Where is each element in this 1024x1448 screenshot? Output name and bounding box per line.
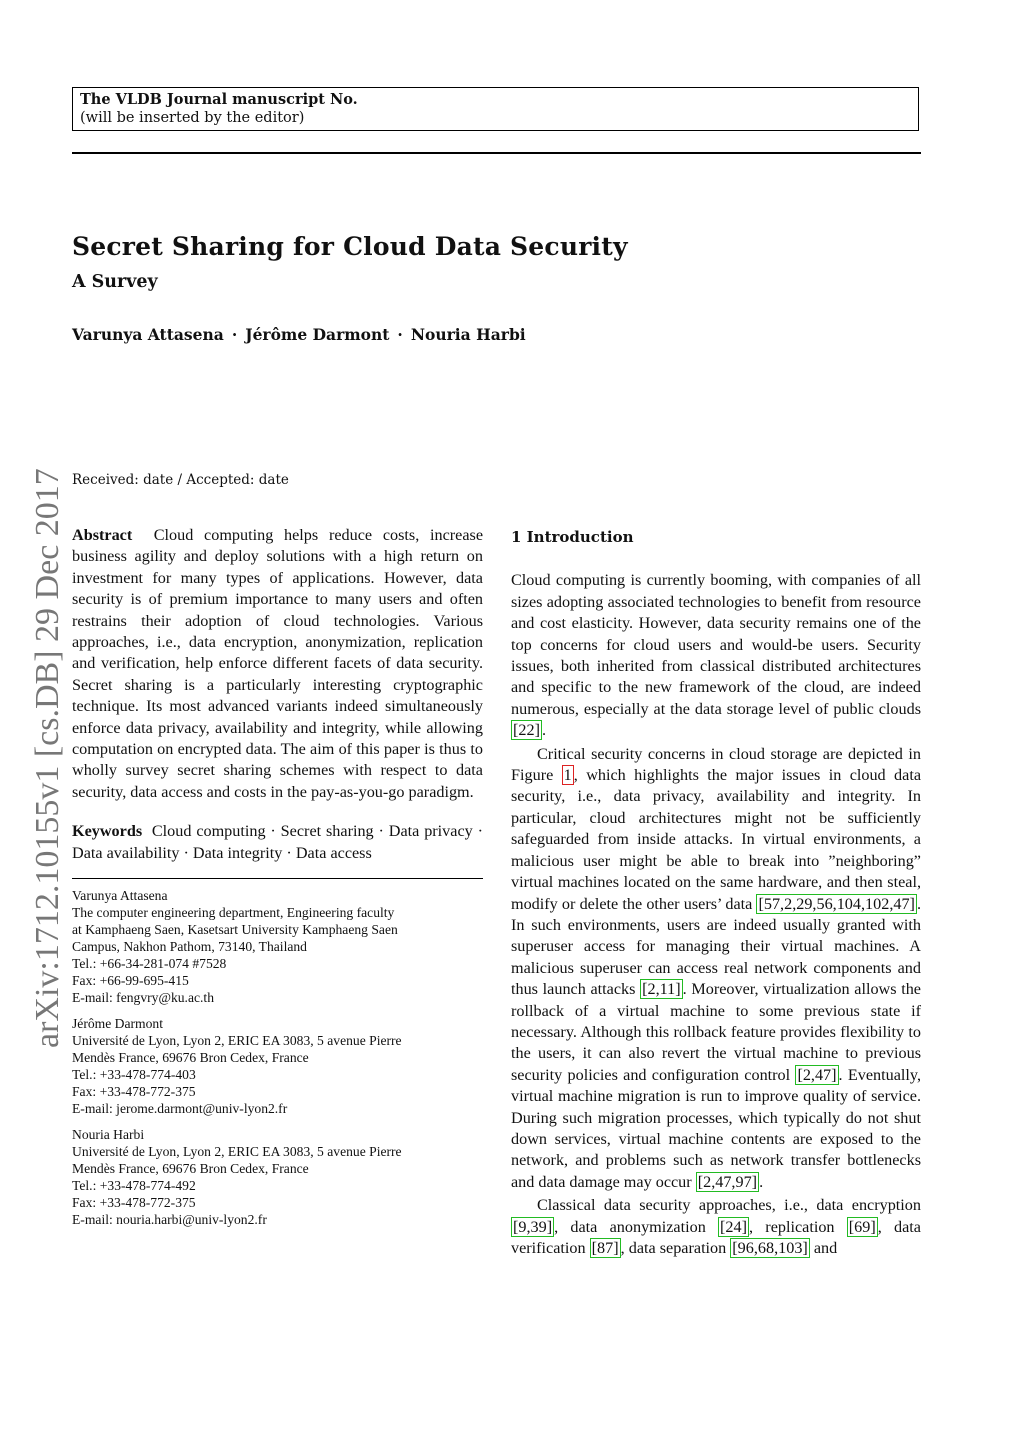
affiliation-line: Tel.: +33-478-774-403: [72, 1067, 196, 1083]
affiliation-line: Tel.: +33-478-774-492: [72, 1178, 196, 1194]
affiliation-line: Tel.: +66-34-281-074 #7528: [72, 956, 227, 972]
footnote-rule: [72, 878, 483, 879]
paragraph-text: .: [541, 721, 547, 740]
affiliation-line: Fax: +33-478-772-375: [72, 1084, 196, 1100]
author-name: Nouria Harbi: [410, 325, 526, 344]
paragraph-text: Critical security concerns in cloud storage are depicted in Figure: [511, 744, 921, 785]
keywords-label: Keywords: [72, 822, 143, 841]
paragraph-text: . Eventually, virtual machine migration is run to improve quality of service. During such migration processes, which typically do not shut down services, virtual machine contents are exposed to the network, and problems such as network transfer bottlenecks and data damage may occur: [511, 1065, 921, 1191]
paragraph-text: , data verification: [511, 1217, 921, 1257]
section-heading: 1 Introduction: [511, 528, 634, 546]
paragraph-text: , data anonymization: [554, 1217, 719, 1236]
affiliation-line: Mendès France, 69676 Bron Cedex, France: [72, 1161, 309, 1177]
affiliation-line: E-mail: nouria.harbi@univ-lyon2.fr: [72, 1212, 267, 1228]
keywords: [72, 821, 483, 864]
citation-link[interactable]: [2,11]: [642, 980, 681, 999]
affiliation-line: Mendès France, 69676 Bron Cedex, France: [72, 1050, 309, 1066]
citation-link[interactable]: [9,39]: [513, 1217, 553, 1236]
affiliation-name: Varunya Attasena: [72, 888, 168, 904]
affiliation-line: Université de Lyon, Lyon 2, ERIC EA 3083, 5 avenue Pierre: [72, 1033, 402, 1049]
right-column: [511, 525, 921, 1259]
author-separator: ·: [231, 325, 238, 344]
paragraph-text: .: [759, 1172, 764, 1191]
citation-link[interactable]: [24]: [720, 1217, 748, 1236]
citation-link[interactable]: [69]: [848, 1217, 876, 1236]
paragraph-text: . In such environments, users are indeed usually granted with superuser access for managing their virtual machines. A malicious superuser can access real network components and thus launch attacks: [511, 894, 921, 999]
affiliation-line: The computer engineering department, Engineering faculty: [72, 905, 395, 921]
paper-subtitle: A Survey: [72, 272, 158, 292]
author-separator: ·: [397, 325, 403, 344]
affiliation-line: E-mail: jerome.darmont@univ-lyon2.fr: [72, 1101, 288, 1117]
abstract: [72, 525, 483, 803]
received-date: Received: date / Accepted: date: [72, 472, 289, 488]
intro-paragraph: [511, 1195, 921, 1259]
affiliation-line: Fax: +66-99-695-415: [72, 973, 189, 989]
citation-link[interactable]: [96,68,103]: [732, 1239, 808, 1257]
author-name: Jérôme Darmont: [245, 325, 390, 344]
paragraph-text: , data separation: [620, 1239, 731, 1257]
intro-paragraph: [511, 570, 921, 741]
paragraph-text: and: [809, 1239, 838, 1257]
left-column: [72, 525, 483, 1228]
affiliation-name: Nouria Harbi: [72, 1127, 145, 1143]
paper-title: Secret Sharing for Cloud Data Security: [72, 232, 628, 261]
paragraph-text: Classical data security approaches, i.e., data encryption: [537, 1196, 921, 1215]
keywords-text: Cloud computing · Secret sharing · Data privacy · Data availability · Data integrity · Data access: [72, 822, 483, 862]
citation-link[interactable]: [87]: [591, 1239, 619, 1257]
author-list: [72, 325, 526, 344]
header-rule: [72, 152, 921, 154]
abstract-label: Abstract: [72, 526, 133, 544]
citation-link[interactable]: [2,47]: [797, 1065, 837, 1084]
citation-link[interactable]: [57,2,29,56,104,102,47]: [758, 894, 915, 913]
affiliation: [72, 1015, 483, 1117]
affiliation: [72, 887, 483, 1006]
affiliation-line: Campus, Nakhon Pathom, 73140, Thailand: [72, 939, 307, 955]
abstract-text: Cloud computing helps reduce costs, increase business agility and deploy solutions with a high return on investment for many types of applications. However, data security is of premium importance to many users and often restrains their adoption of cloud technologies. Various approaches, i.e., data encryption, anonymization, replication and verification, help enforce different facets of data security. Secret sharing is a particularly interesting cryptographic technique. Its most advanced variants indeed simultaneously enforce data privacy, availability and integrity, while allowing computation on encrypted data. The aim of this paper is thus to wholly survey secret sharing schemes with respect to data security, data access and costs in the pay-as-you-go paradigm.: [72, 526, 483, 801]
affiliation-line: E-mail: fengvry@ku.ac.th: [72, 990, 214, 1006]
figure-link[interactable]: 1: [563, 766, 572, 785]
citation-link[interactable]: [22]: [513, 721, 540, 740]
affiliation-line: Université de Lyon, Lyon 2, ERIC EA 3083, 5 avenue Pierre: [72, 1144, 402, 1160]
journal-header-box: [72, 87, 919, 131]
citation-link[interactable]: [2,47,97]: [697, 1172, 758, 1191]
arxiv-stamp: arXiv:1712.10155v1 [cs.DB] 29 Dec 2017: [29, 468, 66, 1048]
paragraph-text: . Moreover, virtualization allows the rollback of a virtual machine to some previous state if necessary. Although this rollback feature provides flexibility to the users, it can also revert the virtual machine to previous security policies and configuration control: [511, 980, 921, 1084]
paragraph-text: , which highlights the major issues in cloud data security, i.e., data privacy, availability and integrity. In particular, cloud architectures might not be sufficiently safeguarded from inside attacks. In virtual environments, a malicious user might be able to break into ”neighboring” virtual machines located on the same hardware, and then steal, modify or delete the other users’ data: [511, 766, 922, 913]
affiliation-name: Jérôme Darmont: [72, 1016, 163, 1032]
journal-note: (will be inserted by the editor): [80, 110, 305, 126]
intro-paragraph: [511, 744, 921, 1194]
affiliation: [72, 1126, 483, 1228]
journal-name: The VLDB Journal manuscript No.: [80, 91, 358, 108]
affiliation-line: Fax: +33-478-772-375: [72, 1195, 196, 1211]
paragraph-text: , replication: [749, 1217, 847, 1236]
author-name: Varunya Attasena: [72, 325, 224, 344]
affiliation-line: at Kamphaeng Saen, Kasetsart University Kamphaeng Saen: [72, 922, 398, 938]
paragraph-text: Cloud computing is currently booming, with companies of all sizes adopting associated technologies to benefit from resource and cost elasticity. However, data security remains one of the top concerns for cloud users and would-be users. Security issues, both inherited from classical distributed architectures and specific to the new framework of the cloud, are indeed numerous, especially at the data storage level of public clouds: [511, 571, 921, 718]
